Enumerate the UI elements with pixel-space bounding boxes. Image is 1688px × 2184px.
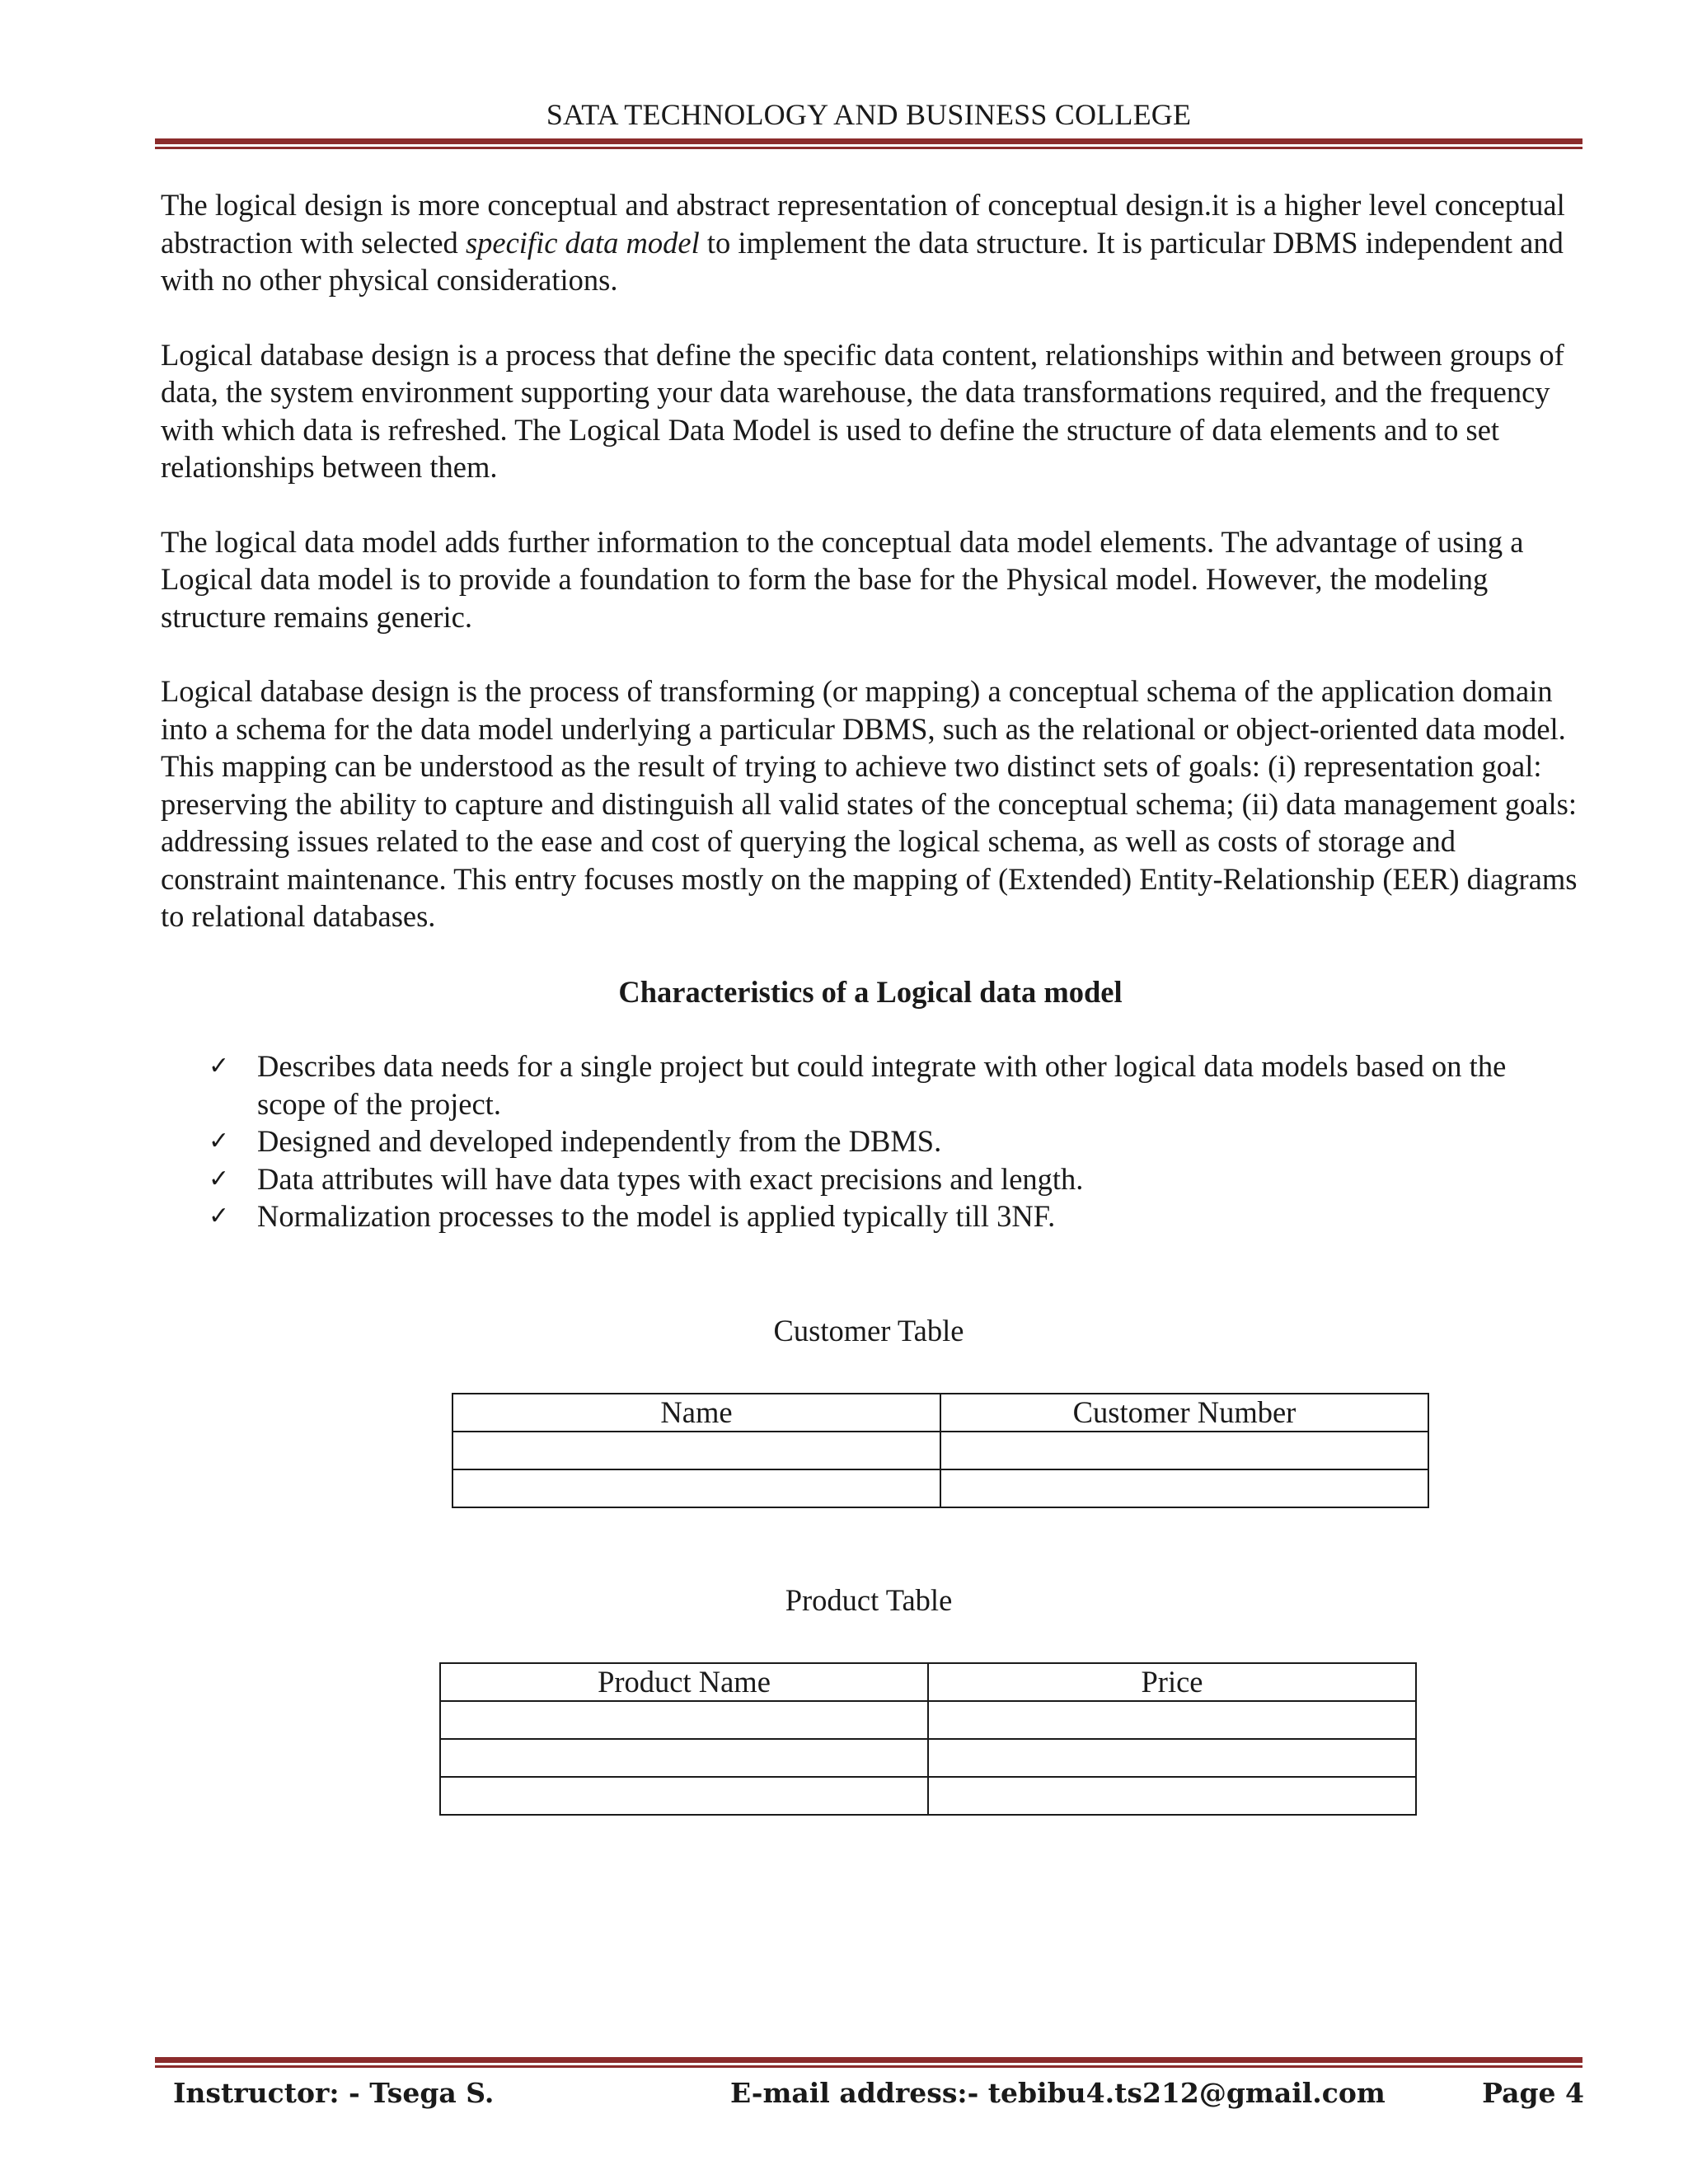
check-icon: ✓ — [209, 1202, 230, 1230]
column-header-price: Price — [928, 1663, 1416, 1701]
list-item: ✓ Data attributes will have data types with exact precisions and length. — [161, 1160, 1580, 1198]
check-icon: ✓ — [209, 1164, 230, 1193]
header-rule — [155, 138, 1582, 149]
column-header-customer-number: Customer Number — [940, 1394, 1428, 1432]
column-header-product-name: Product Name — [440, 1663, 928, 1701]
footer-rule — [155, 2057, 1582, 2068]
list-item: ✓ Describes data needs for a single project but could integrate with other logical data models based on the scope of the project. — [209, 1049, 1507, 1121]
check-icon: ✓ — [209, 1127, 230, 1155]
customer-table — [452, 1393, 1429, 1508]
italic-term: specific data model — [465, 225, 700, 260]
table-row — [440, 1777, 1416, 1815]
footer-instructor: Instructor: - Tsega S. — [173, 2077, 495, 2109]
page-body — [161, 186, 1580, 1235]
table-cell — [928, 1739, 1416, 1777]
paragraph-process: Logical database design is a process that define the specific data content, relationships within and between groups of data, the system environment supporting your data warehouse, the data transformations required, and the frequency with which data is refreshed. The Logical Data Model is used to define the structure of data elements and to set relationships between them. — [161, 337, 1564, 484]
characteristics-list — [161, 1047, 1580, 1235]
table-cell — [928, 1701, 1416, 1739]
table-cell — [452, 1469, 940, 1507]
paragraph-logical-design: The logical design is more conceptual and abstract representation of conceptual design.it is a higher level conceptual abstraction with selected specific data model to implement the data structure. It is particular DBMS independent and with no other physical considerations. — [161, 188, 1565, 297]
column-header-name: Name — [452, 1394, 940, 1432]
table-cell — [940, 1469, 1428, 1507]
list-item: ✓ Normalization processes to the model is applied typically till 3NF. — [161, 1197, 1580, 1235]
table-cell — [928, 1777, 1416, 1815]
table-cell — [440, 1701, 928, 1739]
product-table — [439, 1662, 1417, 1816]
table-row — [440, 1701, 1416, 1739]
table-cell — [940, 1432, 1428, 1469]
table-row — [440, 1739, 1416, 1777]
check-icon: ✓ — [209, 1052, 230, 1080]
page-footer — [173, 2077, 1584, 2118]
product-table-caption: Product Table — [785, 1583, 953, 1617]
list-item: ✓ Designed and developed independently from the DBMS. — [161, 1122, 1580, 1160]
table-cell — [452, 1432, 940, 1469]
table-row — [452, 1432, 1428, 1469]
paragraph-advantage: The logical data model adds further information to the conceptual data model elements. The advantage of using a Logical data model is to provide a foundation to form the base for the Physical model. However, the modeling structure remains generic. — [161, 524, 1524, 634]
table-cell — [440, 1777, 928, 1815]
page-header-title: SATA TECHNOLOGY AND BUSINESS COLLEGE — [546, 98, 1192, 131]
footer-page-number: Page 4 — [1482, 2077, 1584, 2109]
paragraph-mapping: Logical database design is the process of transforming (or mapping) a conceptual schema of the application domain into a schema for the data model underlying a particular DBMS, such as the relational or object-oriented data model. This mapping can be understood as the result of trying to achieve two distinct sets of goals: (i) representation goal: preserving the ability to capture and distinguish all valid states of the conceptual schema; (ii) data management goals: addressing issues related to the ease and cost of querying the logical schema, as well as costs of storage and constraint maintenance. This entry focuses mostly on the mapping of (Extended) Entity-Relationship (EER) diagrams to relational databases. — [161, 674, 1578, 933]
table-header-row — [452, 1394, 1428, 1432]
customer-table-caption: Customer Table — [773, 1314, 964, 1347]
section-heading: Characteristics of a Logical data model — [618, 974, 1123, 1009]
table-header-row — [440, 1663, 1416, 1701]
footer-email: E-mail address:- tebibu4.ts212@gmail.com — [730, 2077, 1386, 2109]
table-row — [452, 1469, 1428, 1507]
table-cell — [440, 1739, 928, 1777]
